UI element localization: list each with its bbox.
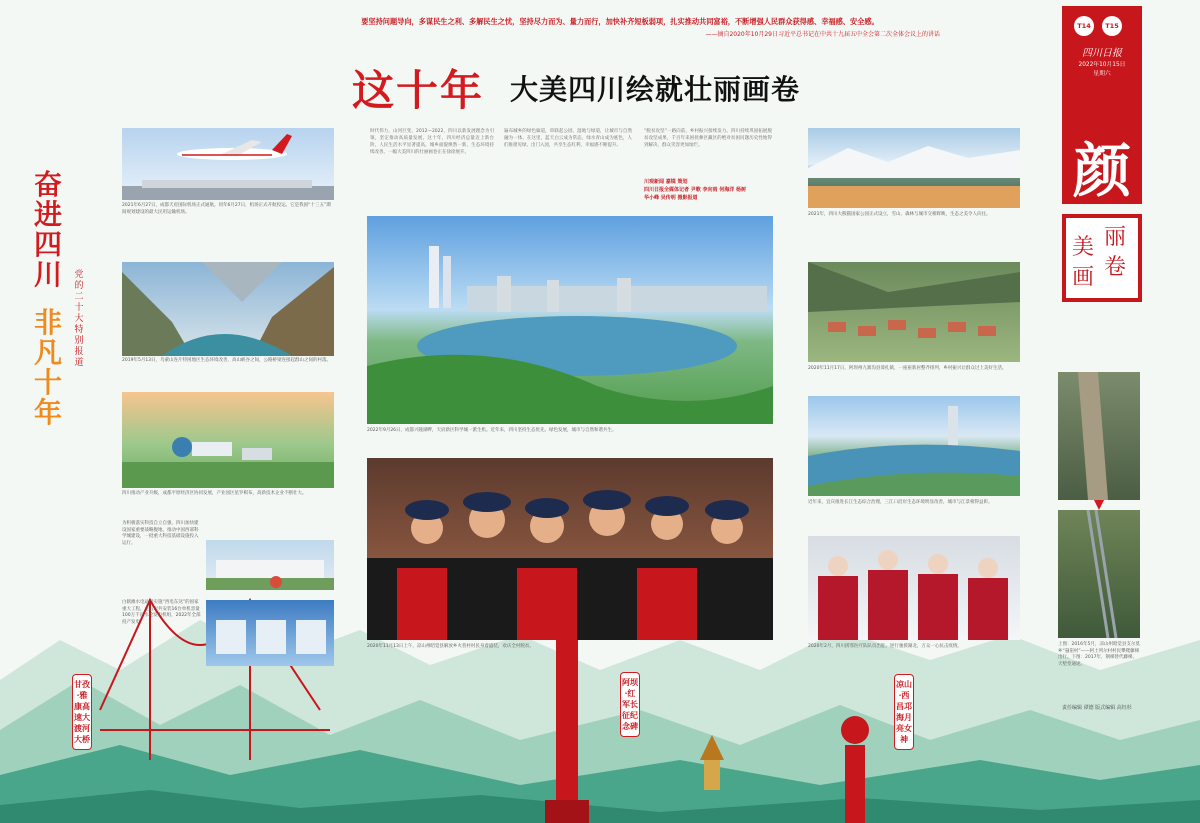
sub-char-3: 卷	[1104, 255, 1127, 280]
caption-airport: 2021年6月27日，成都天府国际机场正式通航。同年6月27日，机场正式开航投运。它是我国“十三五”期间规划建设的最大民用运输机场。	[122, 203, 331, 215]
photo-medics	[808, 536, 1020, 640]
photo-lab	[206, 600, 334, 666]
caption-factory-side: 为积极落实科技自立自强，四川加快建设国家重要战略腹地，推动中国西部科学城建设，一批重大科技基础设施投入运行。	[122, 521, 199, 546]
photo-airport	[122, 128, 334, 200]
sub-char-2: 画	[1072, 265, 1095, 290]
sub-char-0: 美	[1072, 235, 1095, 260]
credits	[644, 178, 774, 202]
moon-goddess-statue	[841, 716, 869, 823]
slogan-red: 奋进四川	[33, 168, 62, 291]
caption-people: 2020年11月13日上午，凉山州昭觉县解放乡火普村村民身着盛装，欢庆全村脱贫。	[367, 644, 534, 649]
headline-red: 这十年	[352, 66, 485, 115]
leader-quote: 要坚持问题导向，多谋民生之利、多解民生之忧，坚持尽力而为、量力而行，加快补齐短板弱项，扎实推动共同富裕，不断增强人民群众获得感、幸福感、安全感。	[361, 17, 879, 26]
photo-cliff-bottom	[1058, 510, 1140, 638]
article-column-3: “脱贫攻坚”一路向前，乡村振兴接续发力。四川持续巩固拓展脱贫攻坚成果，千百年来困扰彝区藏区的绝对贫困问题历史性地得到解决，群众笑容更加灿烂。	[644, 129, 772, 148]
photo-factory	[206, 540, 334, 590]
caption-lake: 2022年9月26日，成都兴隆湖畔，天府新区科学城一派生机。近年来，四川坚持生态优先、绿色发展，城市与自然和谐共生。	[367, 428, 617, 433]
masthead	[1062, 6, 1142, 204]
section-big-char: 颜	[1072, 137, 1131, 205]
caption-lab-side: 白鹤滩水电站是实施“西电东送”的国家重大工程，左右岸共安装16台单机容量100万千瓦水轮发电机组，2022年全部投产发电。	[122, 600, 201, 625]
special-report-label: 党的二十大特别报道	[74, 270, 84, 368]
credits-line-2: 四川日报全媒体记者 尹歌 李向雨 何海洋 杨树	[644, 187, 746, 193]
caption-park: 四川推动产业升级，成都平原经济区协同发展，产业园区星罗棋布，高新技术企业不断壮大。	[122, 491, 307, 496]
article-column-2: 遍布城乡的绿色廊道，串联起公园、湿地与绿道，让城市与自然融为一体。在这里，蓝天白云成为常态，绿水青山成为底色，人们推窗见绿、出门入园，共享生态红利，幸福感不断提升。	[504, 129, 632, 148]
photo-park	[122, 392, 334, 488]
caption-mountains: 2021年，四川大熊猫国家公园正式设立，雪山、森林与城市交相辉映，生态之美令人向往。	[808, 212, 991, 217]
photo-lake	[367, 216, 773, 424]
airplane-icon	[177, 134, 292, 160]
photo-river	[808, 396, 1020, 496]
credits-line-3: 华小峰 吴传明 摄影报道	[644, 195, 698, 201]
slogan-orange: 非凡十年	[33, 306, 62, 429]
newspaper-name: 四川日报	[1082, 48, 1122, 59]
page-badge-t14: T14	[1074, 16, 1094, 36]
scroll-label-monument: 阿坝·红军长征纪念碑	[620, 672, 640, 737]
caption-gorge: 2019年5月13日，乌蒙山连片特困地区生态环境改善，高山峡谷之间，公路桥梁连接起群山之间的村落。	[122, 358, 332, 363]
page-badge-t15: T15	[1102, 16, 1122, 36]
photo-gorge	[122, 262, 334, 356]
editors-line: 责任编辑 谭德 版式编辑 高钰杉	[1062, 705, 1132, 711]
sub-char-1: 丽	[1104, 225, 1127, 250]
scroll-label-bridge: 甘孜·雅康高速大渡河大桥	[72, 674, 92, 750]
caption-village: 2020年11月17日，阿坝州九寨沟县漳扎镇，一座座新居整齐排列，乡村振兴让群众过上美好生活。	[808, 366, 1007, 371]
section-subtitle-box	[1062, 214, 1142, 302]
caption-medics: 2020年2月，四川援鄂医疗队队员出征，逆行驰援湖北，万众一心抗击疫情。	[808, 644, 962, 649]
quote-source: ——摘自2020年10月29日习近平总书记在中共十九届五中全会第二次全体会议上的讲话	[705, 31, 940, 38]
headline-black: 大美四川绘就壮丽画卷	[510, 73, 801, 106]
caption-cliff: 上图：2016年5月，凉山州昭觉县支尔莫乡“悬崖村”——阿土列尔村村民攀爬藤梯出行。下图：2017年，钢梯替代藤梯，天堑变通途。	[1058, 642, 1140, 667]
article-column-1: 时代伟力，山河巨变。2012—2022，四川以新发展理念为引领，坚定推动高质量发展。这十年，四川经济总量迈上新台阶，人民生活水平显著提高，城乡面貌焕然一新，生态环境持续改善。一幅大美四川的壮丽画卷正在徐徐展开。	[370, 129, 494, 155]
caption-river: 近年来，宜宾推进长江生态综合治理，三江口沿岸生态环境明显改善，城市与江景相得益彰。	[808, 500, 993, 505]
credits-line-1: 川观新闻 嘉镜 策划	[644, 179, 688, 185]
issue-weekday: 星期六	[1093, 71, 1111, 77]
issue-date: 2022年10月15日	[1078, 62, 1126, 68]
photo-village	[808, 262, 1020, 362]
photo-people	[367, 458, 773, 640]
scroll-label-statue: 凉山·西昌邛海月亮女神	[894, 674, 914, 750]
photo-mountains	[808, 128, 1020, 208]
photo-cliff-top	[1058, 372, 1140, 500]
